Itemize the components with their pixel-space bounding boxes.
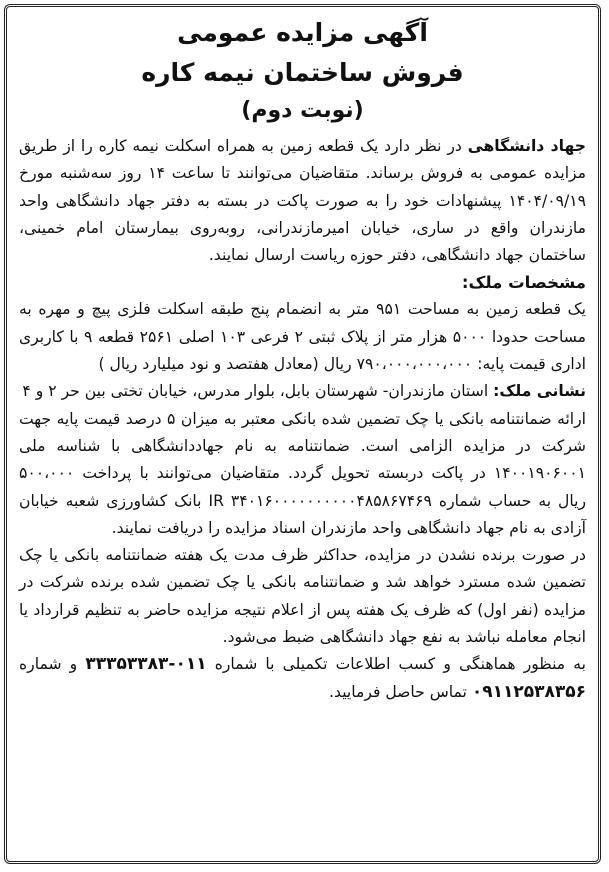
intro-paragraph xyxy=(19,133,586,269)
refund-paragraph: در صورت برنده نشدن در مزایده، حداکثر ظرف مدت یک هفته ضمانتنامه بانکی یا چک تضمین شده مسترد خواهد شد و ضمانتنامه بانکی یا چک تضمین شده برنده شرکت در مزایده (نفر اول) که ظرف یک هفته پس از اعلام نتیجه مزایده حاضر به تنظیم قرارداد یا انجام معامله نباشد به نفع جهاد دانشگاهی ضبط می‌شود. xyxy=(19,546,586,647)
phone-landline: ۰۱۱-۳۳۳۵۳۳۸۳ xyxy=(85,654,207,675)
contact-text: و شماره xyxy=(19,655,86,674)
contact-text: به منظور هماهنگی و کسب اطلاعات تکمیلی با شماره xyxy=(206,655,586,674)
notice-subtitle: فروش ساختمان نیمه کاره xyxy=(141,58,464,87)
notice-title: آگهی مزایده عمومی xyxy=(177,18,428,47)
address-paragraph xyxy=(19,378,586,405)
specs-heading: مشخصات ملک: xyxy=(461,273,586,293)
address-text: استان مازندران- شهرستان بابل، بلوار مدرس، خیابان تختی بین حر ۲ و ۴ xyxy=(22,382,494,401)
contact-text: تماس حاصل فرمایید. xyxy=(329,682,472,701)
guarantee-paragraph: ارائه ضمانتنامه بانکی یا چک تضمین شده بانکی معتبر به میزان ۵ درصد قیمت پایه جهت شرکت در مزایده الزامی است. ضمانتنامه به نام جهاددانشگاهی با شناسه ملی ۱۴۰۰۱۹۰۶۰۰۱ در پاکت دربسته تحویل گردد. متقاضیان می‌توانند با پرداخت ۵۰۰،۰۰۰ ریال به حساب شماره IR ۳۴۰۱۶۰۰۰۰۰۰۰۰۰۰۴۸۵۸۶۷۴۶۹ بانک کشاورزی شعبه خیابان آزادی به نام جهاد دانشگاهی واحد مازندران اسناد مزایده را دریافت نمایند. xyxy=(19,409,586,537)
org-name: جهاد دانشگاهی xyxy=(467,137,587,155)
notice-round: (نوبت دوم) xyxy=(241,98,364,123)
intro-text: در نظر دارد یک قطعه زمین به همراه اسکلت نیمه کاره را از طریق مزایده عمومی به فروش برساند. متقاضیان می‌توانند تا ساعت ۱۴ روز سه‌شنبه مورخ ۱۴۰۴/۰۹/۱۹ پیشنهادات خود را به صورت پاکت در بسته به دفتر جهاد دانشگاهی واحد مازندران واقع در ساری، خیابان امیرمازندرانی، روبه‌روی بیمارستان امام خمینی، ساختمان جهاد دانشگاهی، دفتر حوزه ریاست ارسال نمایند. xyxy=(19,137,586,265)
phone-mobile: ۰۹۱۱۲۵۳۸۳۵۶ xyxy=(471,681,586,702)
address-heading: نشانی ملک: xyxy=(493,382,586,401)
notice-frame xyxy=(4,4,601,864)
contact-paragraph xyxy=(19,651,586,706)
specs-paragraph: یک قطعه زمین به مساحت ۹۵۱ متر به انضمام پنج طبقه اسکلت فلزی پیچ و مهره به مساحت حدودا ۵۰۰۰ هزار متر از پلاک ثبتی ۲ فرعی ۱۰۳ اصلی ۲۵۶۱ قطعه ۹ با کاربری اداری قیمت پایه: ۷۹۰،۰۰۰،۰۰۰،۰۰۰ ریال (معادل هفتصد و نود میلیارد ریال ) xyxy=(19,300,586,374)
